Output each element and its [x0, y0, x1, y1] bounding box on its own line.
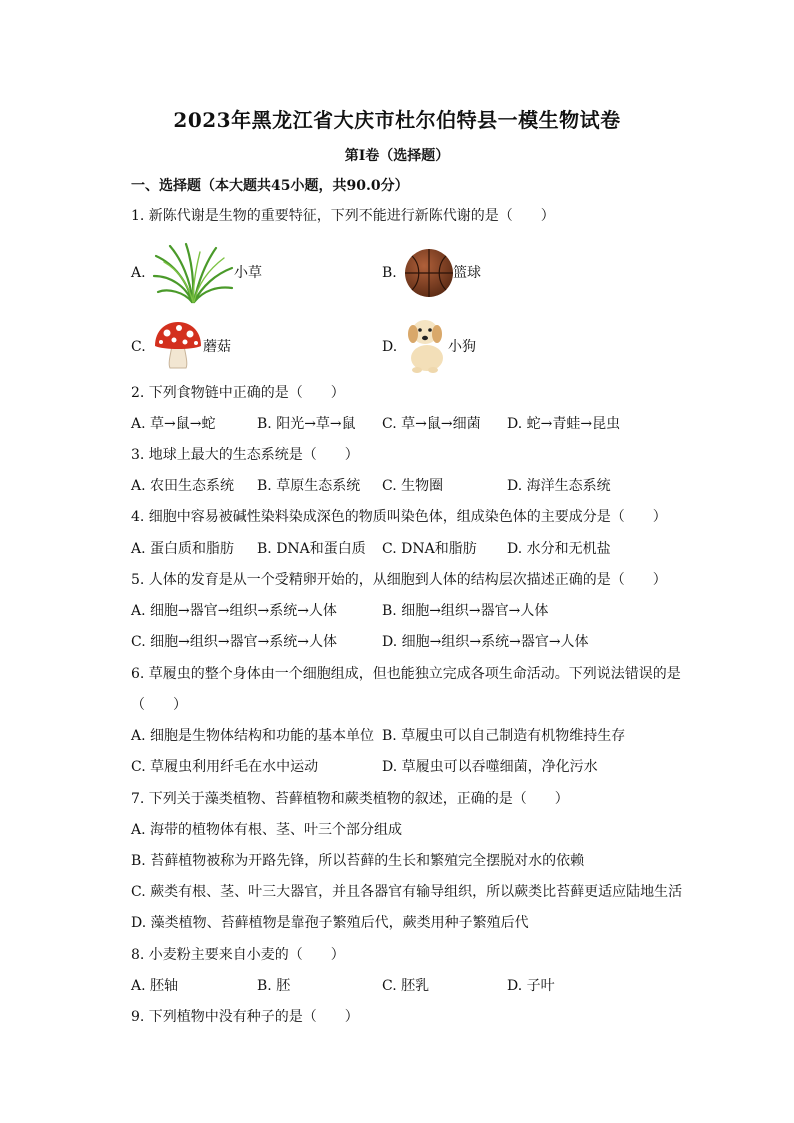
q2-option-d[interactable]: D. 蛇→青蛙→昆虫 — [507, 416, 621, 432]
q2-option-b[interactable]: B. 阳光→草→鼠 — [257, 416, 356, 432]
q1-option-c-label: 蘑菇 — [203, 339, 231, 355]
q8-option-a[interactable]: A. 胚轴 — [131, 978, 179, 994]
q2-option-c[interactable]: C. 草→鼠→细菌 — [382, 416, 481, 432]
q1-option-b-label: 篮球 — [453, 265, 481, 281]
q7-option-b[interactable]: B. 苔藓植物被称为开路先锋，所以苔藓的生长和繁殖完全摆脱对水的依赖 — [131, 853, 585, 869]
q4-stem: 4. 细胞中容易被碱性染料染成深色的物质叫染色体，组成染色体的主要成分是（ ） — [131, 509, 667, 525]
q5-option-d[interactable]: D. 细胞→组织→系统→器官→人体 — [382, 634, 589, 650]
q1-option-a-label: 小草 — [234, 265, 262, 281]
q3-option-b[interactable]: B. 草原生态系统 — [257, 478, 361, 494]
q7-stem: 7. 下列关于藻类植物、苔藓植物和蕨类植物的叙述，正确的是（ ） — [131, 791, 569, 807]
q5-option-a[interactable]: A. 细胞→器官→组织→系统→人体 — [131, 603, 337, 619]
q6-option-b[interactable]: B. 草履虫可以自己制造有机物维持生存 — [382, 728, 626, 744]
exam-title: 2023年黑龙江省大庆市杜尔伯特县一模生物试卷 — [173, 108, 621, 132]
q7-option-c[interactable]: C. 蕨类有根、茎、叶三大器官，并且各器官有输导组织，所以蕨类比苔藓更适应陆地生活 — [131, 884, 683, 900]
q8-option-d[interactable]: D. 子叶 — [507, 978, 555, 994]
q6-option-a[interactable]: A. 细胞是生物体结构和功能的基本单位 — [131, 728, 375, 744]
q2-stem: 2. 下列食物链中正确的是（ ） — [131, 385, 345, 401]
q3-stem: 3. 地球上最大的生态系统是（ ） — [131, 447, 359, 463]
grass-image — [152, 242, 234, 304]
q6-stem: 6. 草履虫的整个身体由一个细胞组成，但也能独立完成各项生命活动。下列说法错误的是 — [131, 666, 681, 682]
q4-option-b[interactable]: B. DNA和蛋白质 — [257, 541, 366, 557]
mushroom-image — [152, 320, 204, 370]
q1-option-a-letter[interactable]: A. — [131, 265, 146, 281]
q8-option-b[interactable]: B. 胚 — [257, 978, 291, 994]
q3-option-a[interactable]: A. 农田生态系统 — [131, 478, 235, 494]
q7-option-d[interactable]: D. 藻类植物、苔藓植物是靠孢子繁殖后代，蕨类用种子繁殖后代 — [131, 915, 529, 931]
q6-stem-cont: （ ） — [131, 697, 187, 713]
q1-stem: 1. 新陈代谢是生物的重要特征，下列不能进行新陈代谢的是（ ） — [131, 208, 555, 224]
q7-option-a[interactable]: A. 海带的植物体有根、茎、叶三个部分组成 — [131, 822, 403, 838]
q1-option-d-label: 小狗 — [448, 339, 476, 355]
q9-stem: 9. 下列植物中没有种子的是（ ） — [131, 1009, 359, 1025]
q3-option-d[interactable]: D. 海洋生态系统 — [507, 478, 611, 494]
q5-option-c[interactable]: C. 细胞→组织→器官→系统→人体 — [131, 634, 338, 650]
q4-option-a[interactable]: A. 蛋白质和脂肪 — [131, 541, 235, 557]
q4-option-d[interactable]: D. 水分和无机盐 — [507, 541, 611, 557]
q1-option-c-letter[interactable]: C. — [131, 339, 146, 355]
q1-option-d-letter[interactable]: D. — [382, 339, 398, 355]
q1-option-b-letter[interactable]: B. — [382, 265, 397, 281]
q3-option-c[interactable]: C. 生物圈 — [382, 478, 444, 494]
puppy-image — [403, 314, 449, 374]
q4-option-c[interactable]: C. DNA和脂肪 — [382, 541, 477, 557]
q5-stem: 5. 人体的发育是从一个受精卵开始的，从细胞到人体的结构层次描述正确的是（ ） — [131, 572, 667, 588]
q6-option-c[interactable]: C. 草履虫利用纤毛在水中运动 — [131, 759, 319, 775]
section-heading: 一、选择题（本大题共45小题，共90.0分） — [131, 178, 409, 194]
q8-stem: 8. 小麦粉主要来自小麦的（ ） — [131, 947, 345, 963]
q2-option-a[interactable]: A. 草→鼠→蛇 — [131, 416, 216, 432]
basketball-image — [403, 247, 455, 299]
q8-option-c[interactable]: C. 胚乳 — [382, 978, 430, 994]
q5-option-b[interactable]: B. 细胞→组织→器官→人体 — [382, 603, 549, 619]
exam-subtitle: 第Ⅰ卷（选择题） — [344, 148, 450, 164]
q6-option-d[interactable]: D. 草履虫可以吞噬细菌，净化污水 — [382, 759, 598, 775]
